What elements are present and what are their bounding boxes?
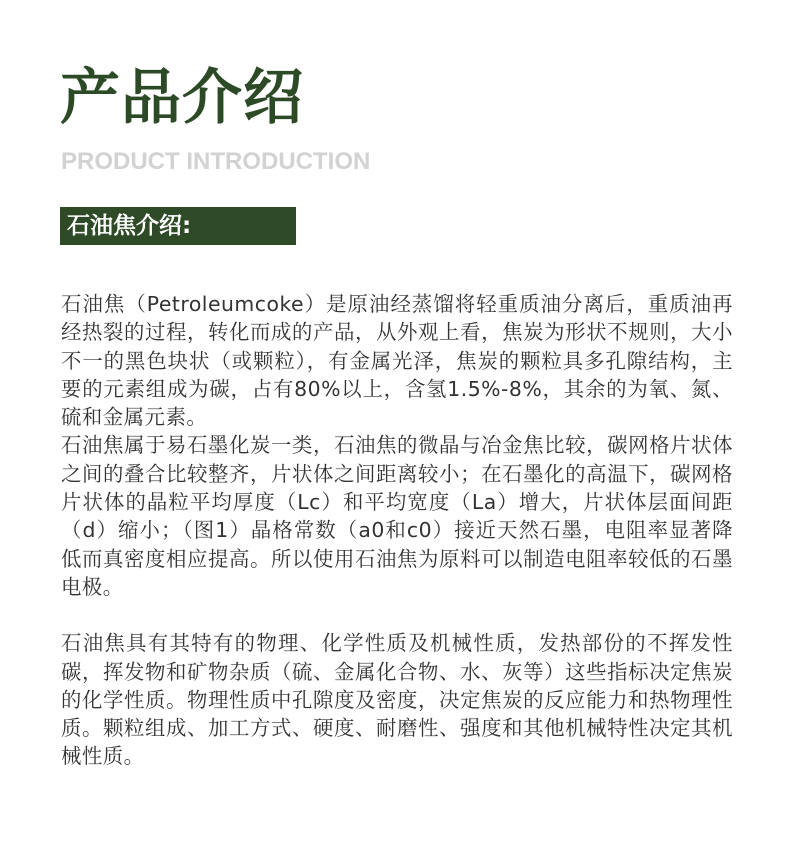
page-subtitle: PRODUCT INTRODUCTION — [61, 148, 371, 175]
section-label: 石油焦介绍: — [60, 207, 296, 245]
paragraph-properties: 石油焦具有其特有的物理、化学性质及机械性质，发热部份的不挥发性碳，挥发物和矿物杂质（硫、金属化合物、水、灰等）这些指标决定焦炭的化学性质。物理性质中孔隙度及密度，决定焦炭的反应能力和热物理性质。颗粒组成、加工方式、硬度、耐磨性、强度和其他机械特性决定其机械性质。 — [61, 631, 733, 769]
page-title: 产品介绍 — [60, 63, 304, 133]
paragraph-spacer — [61, 601, 733, 629]
paragraph-composition: 石油焦（Petroleumcoke）是原油经蒸馏将轻重质油分离后，重质油再经热裂的过程，转化而成的产品，从外观上看，焦炭为形状不规则，大小不一的黑色块状（或颗粒），有金属光泽，焦炭的颗粒具多孔隙结构，主要的元素组成为碳，占有80%以上，含氢1.5%-8%，其余的为氧、氮、硫和金属元素。 — [61, 292, 733, 430]
paragraph-graphitization: 石油焦属于易石墨化炭一类，石油焦的微晶与冶金焦比较，碳网格片状体之间的叠合比较整齐，片状体之间距离较小；在石墨化的高温下，碳网格片状体的晶粒平均厚度（Lc）和平均宽度（La）增大，片状体层面间距（d）缩小；（图1）晶格常数（a0和c0）接近天然石墨，电阻率显著降低而真密度相应提高。所以使用石油焦为原料可以制造电阻率较低的石墨电极。 — [61, 433, 733, 599]
article-body — [61, 290, 733, 771]
